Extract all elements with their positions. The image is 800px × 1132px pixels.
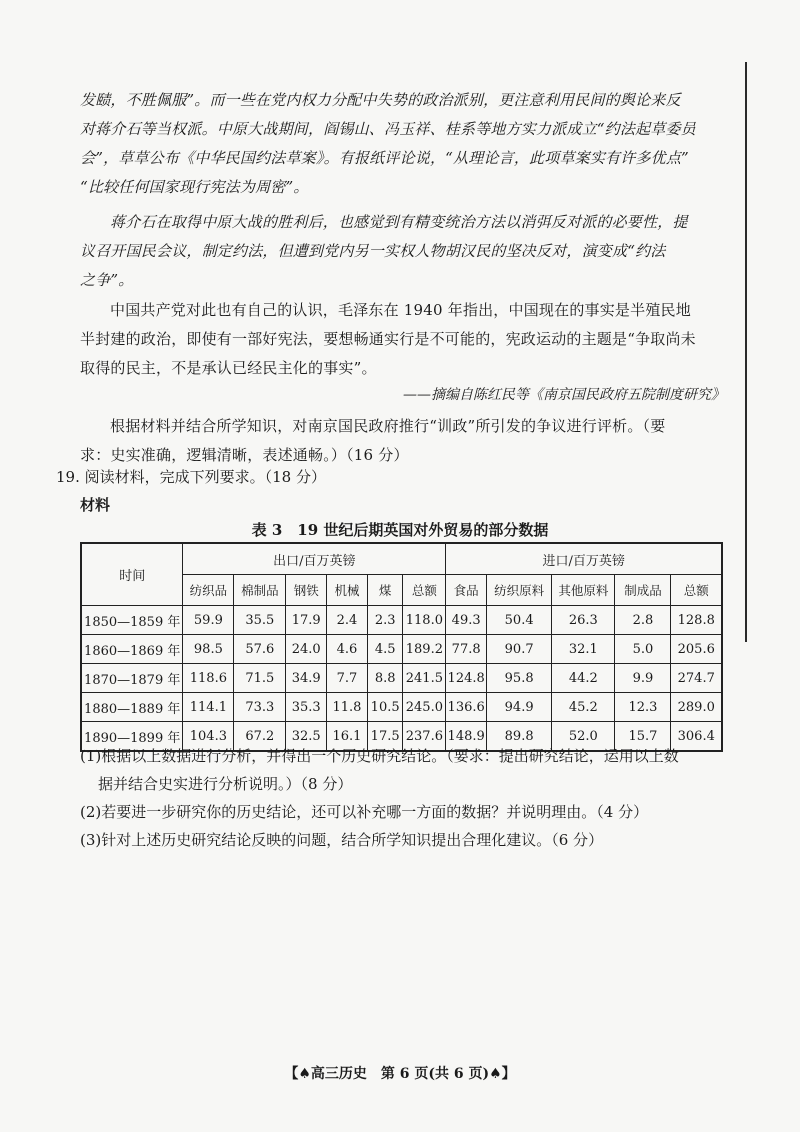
export-value-cell: 71.5 — [234, 664, 286, 693]
export-value-cell: 35.5 — [234, 606, 286, 635]
text-line: 蒋介石在取得中原大战的胜利后，也感觉到有精变统治方法以消弭反对派的必要性，提 — [110, 213, 688, 231]
export-value-cell: 35.3 — [286, 693, 327, 722]
import-col-header: 纺织原料 — [487, 575, 552, 606]
material-label: 材料 — [80, 496, 111, 514]
export-value-cell: 237.6 — [403, 722, 446, 752]
export-value-cell: 118.6 — [183, 664, 234, 693]
sub-question-2: (2)若要进一步研究你的历史结论，还可以补充哪一方面的数据？并说明理由。（4 分） — [80, 803, 649, 821]
import-value-cell: 52.0 — [552, 722, 615, 752]
import-value-cell: 44.2 — [552, 664, 615, 693]
export-value-cell: 8.8 — [367, 664, 403, 693]
import-col-header: 制成品 — [615, 575, 671, 606]
table-row — [81, 693, 722, 722]
text-line: 据并结合史实进行分析说明。）（8 分） — [98, 775, 353, 793]
table-row — [81, 606, 722, 635]
import-value-cell: 50.4 — [487, 606, 552, 635]
import-value-cell: 95.8 — [487, 664, 552, 693]
import-value-cell: 32.1 — [552, 635, 615, 664]
table-row — [81, 664, 722, 693]
text-line: 发赜，不胜佩服”。而一些在党内权力分配中失势的政治派别，更注意利用民间的舆论来反 — [80, 91, 681, 109]
export-value-cell: 17.9 — [286, 606, 327, 635]
import-header: 进口/百万英镑 — [446, 543, 722, 575]
export-value-cell: 245.0 — [403, 693, 446, 722]
import-value-cell: 274.7 — [671, 664, 722, 693]
import-value-cell: 2.8 — [615, 606, 671, 635]
import-value-cell: 9.9 — [615, 664, 671, 693]
export-col-header: 总额 — [403, 575, 446, 606]
period-cell: 1870—1879 年 — [81, 664, 183, 693]
export-value-cell: 57.6 — [234, 635, 286, 664]
export-value-cell: 34.9 — [286, 664, 327, 693]
export-value-cell: 114.1 — [183, 693, 234, 722]
export-header: 出口/百万英镑 — [183, 543, 446, 575]
period-cell: 1890—1899 年 — [81, 722, 183, 752]
export-value-cell: 16.1 — [327, 722, 368, 752]
export-value-cell: 7.7 — [327, 664, 368, 693]
export-value-cell: 4.6 — [327, 635, 368, 664]
import-value-cell: 49.3 — [446, 606, 487, 635]
import-value-cell: 77.8 — [446, 635, 487, 664]
text-line: 取得的民主，不是承认已经民主化的事实”。 — [80, 359, 377, 377]
import-value-cell: 148.9 — [446, 722, 487, 752]
export-value-cell: 118.0 — [403, 606, 446, 635]
export-value-cell: 104.3 — [183, 722, 234, 752]
export-value-cell: 11.8 — [327, 693, 368, 722]
source-citation: ——摘编自陈红民等《南京国民政府五院制度研究》 — [403, 387, 725, 403]
passage-paragraph-2 — [80, 208, 725, 295]
text-line: 根据材料并结合所学知识，对南京国民政府推行“训政”所引发的争议进行评析。（要 — [110, 417, 666, 435]
text-line: “比较任何国家现行宪法为周密”。 — [80, 178, 309, 196]
margin-rule — [745, 62, 747, 642]
export-value-cell: 17.5 — [367, 722, 403, 752]
import-value-cell: 289.0 — [671, 693, 722, 722]
text-line: (1)根据以上数据进行分析，并得出一个历史研究结论。（要求：提出研究结论，运用以上数 — [80, 747, 679, 765]
period-cell: 1860—1869 年 — [81, 635, 183, 664]
import-value-cell: 136.6 — [446, 693, 487, 722]
import-col-header: 总额 — [671, 575, 722, 606]
passage-paragraph-3 — [80, 296, 725, 383]
text-line: 求：史实准确，逻辑清晰，表述通畅。）（16 分） — [80, 446, 409, 464]
export-col-header: 纺织品 — [183, 575, 234, 606]
export-value-cell: 73.3 — [234, 693, 286, 722]
table-row — [81, 635, 722, 664]
export-value-cell: 24.0 — [286, 635, 327, 664]
sub-question-1 — [80, 742, 730, 798]
export-value-cell: 4.5 — [367, 635, 403, 664]
import-value-cell: 26.3 — [552, 606, 615, 635]
import-value-cell: 124.8 — [446, 664, 487, 693]
export-value-cell: 189.2 — [403, 635, 446, 664]
text-line: 之争”。 — [80, 271, 134, 289]
export-value-cell: 2.3 — [367, 606, 403, 635]
page-footer: 【♠高三历史 第 6 页(共 6 页)♠】 — [284, 1066, 516, 1082]
passage-paragraph-1 — [80, 86, 725, 202]
import-value-cell: 15.7 — [615, 722, 671, 752]
import-value-cell: 45.2 — [552, 693, 615, 722]
import-col-header: 食品 — [446, 575, 487, 606]
export-value-cell: 67.2 — [234, 722, 286, 752]
import-col-header: 其他原料 — [552, 575, 615, 606]
export-col-header: 煤 — [367, 575, 403, 606]
question-19-heading: 19. 阅读材料，完成下列要求。（18 分） — [56, 468, 326, 486]
export-value-cell: 59.9 — [183, 606, 234, 635]
export-value-cell: 32.5 — [286, 722, 327, 752]
table-caption: 表 3 19 世纪后期英国对外贸易的部分数据 — [251, 521, 549, 539]
import-value-cell: 205.6 — [671, 635, 722, 664]
import-value-cell: 128.8 — [671, 606, 722, 635]
period-cell: 1880—1889 年 — [81, 693, 183, 722]
import-value-cell: 89.8 — [487, 722, 552, 752]
import-value-cell: 94.9 — [487, 693, 552, 722]
import-value-cell: 306.4 — [671, 722, 722, 752]
export-col-header: 棉制品 — [234, 575, 286, 606]
export-value-cell: 98.5 — [183, 635, 234, 664]
sub-question-3: (3)针对上述历史研究结论反映的问题，结合所学知识提出合理化建议。（6 分） — [80, 831, 604, 849]
period-cell: 1850—1859 年 — [81, 606, 183, 635]
import-value-cell: 5.0 — [615, 635, 671, 664]
question-18-prompt — [80, 412, 725, 470]
time-header: 时间 — [81, 543, 183, 606]
text-line: 会”，草草公布《中华民国约法草案》。有报纸评论说，“从理论言，此项草案实有许多优点” — [80, 149, 689, 167]
text-line: 对蒋介石等当权派。中原大战期间，阎锡山、冯玉祥、桂系等地方实力派成立“约法起草委员 — [80, 120, 696, 138]
text-line: 议召开国民会议，制定约法，但遭到党内另一实权人物胡汉民的坚决反对，演变成“约法 — [80, 242, 666, 260]
export-value-cell: 2.4 — [327, 606, 368, 635]
trade-data-table — [80, 542, 723, 752]
export-value-cell: 10.5 — [367, 693, 403, 722]
export-col-header: 钢铁 — [286, 575, 327, 606]
export-value-cell: 241.5 — [403, 664, 446, 693]
text-line: 半封建的政治，即使有一部好宪法，要想畅通实行是不可能的，宪政运动的主题是“争取尚未 — [80, 330, 696, 348]
import-value-cell: 90.7 — [487, 635, 552, 664]
text-line: 中国共产党对此也有自己的认识，毛泽东在 1940 年指出，中国现在的事实是半殖民地 — [110, 301, 691, 319]
export-col-header: 机械 — [327, 575, 368, 606]
import-value-cell: 12.3 — [615, 693, 671, 722]
